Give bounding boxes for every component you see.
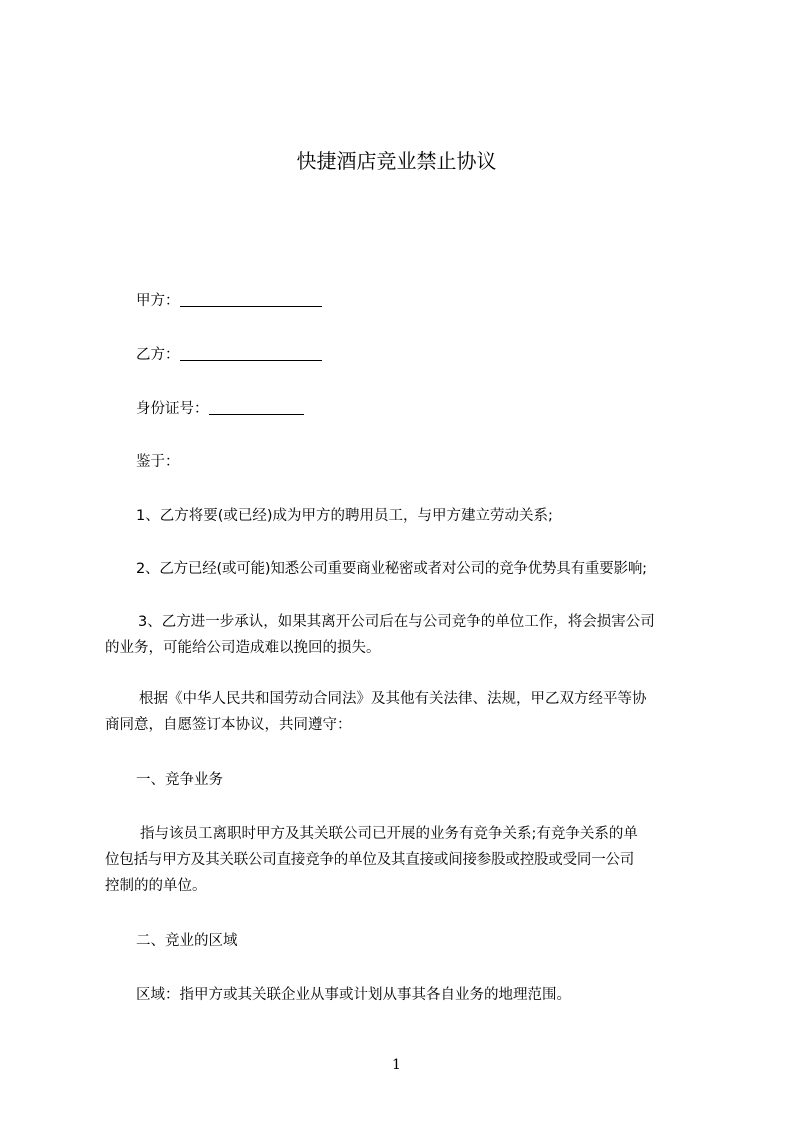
section-1-heading: 一、竞争业务 — [136, 772, 223, 788]
party-a-label: 甲方： — [136, 293, 180, 309]
recital-1: 1、乙方将要(或已经)成为甲方的聘用员工，与甲方建立劳动关系; — [136, 508, 553, 524]
section-1-line-2: 位包括与甲方及其关联公司直接竞争的单位及其直接或间接参股或控股或受同一公司 — [105, 852, 635, 868]
id-number-blank — [209, 400, 304, 415]
page-number: 1 — [392, 1057, 401, 1073]
id-number-field — [136, 400, 304, 418]
party-b-blank — [180, 346, 322, 361]
party-b-label: 乙方： — [136, 347, 180, 363]
party-a-blank — [180, 292, 322, 307]
basis-line-1: 根据《中华人民共和国劳动合同法》及其他有关法律、法规，甲乙双方经平等协 — [139, 691, 647, 707]
id-number-label: 身份证号： — [136, 401, 209, 417]
section-2-heading: 二、竞业的区域 — [136, 933, 238, 949]
preamble-text: 鉴于： — [136, 454, 180, 470]
recital-3-line-1: 3、乙方进一步承认，如果其离开公司后在与公司竞争的单位工作，将会损害公司 — [138, 614, 655, 630]
section-2-line-1: 区域：指甲方或其关联企业从事或计划从事其各自业务的地理范围。 — [136, 987, 571, 1003]
recital-2: 2、乙方已经(或可能)知悉公司重要商业秘密或者对公司的竞争优势具有重要影响; — [136, 561, 647, 577]
party-a-field — [136, 292, 322, 310]
basis-line-2: 商同意，自愿签订本协议，共同遵守： — [105, 717, 352, 733]
section-1-line-3: 控制的的单位。 — [105, 878, 207, 894]
recital-3-line-2: 的业务，可能给公司造成难以挽回的损失。 — [105, 640, 381, 656]
section-1-line-1: 指与该员工离职时甲方及其关联公司已开展的业务有竞争关系;有竞争关系的单 — [140, 826, 638, 842]
party-b-field — [136, 346, 322, 364]
document-title: 快捷酒店竞业禁止协议 — [296, 149, 497, 173]
